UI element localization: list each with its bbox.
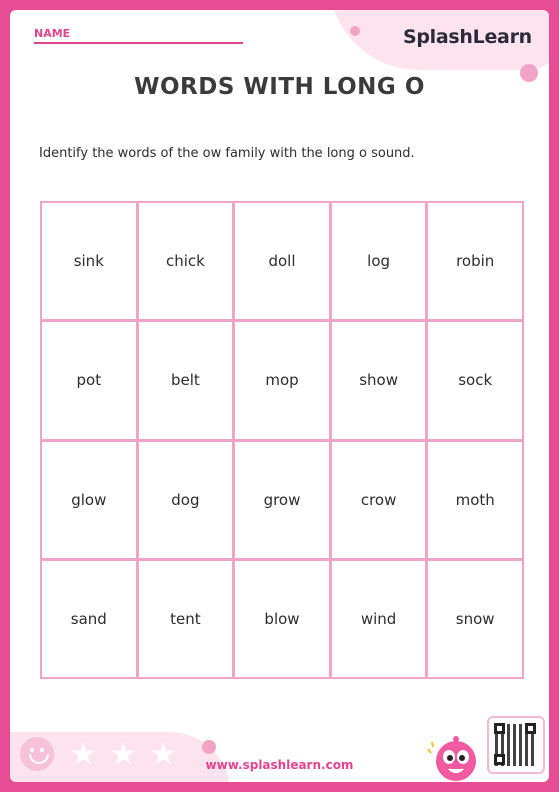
word-cell[interactable]: pot [42, 322, 136, 438]
word-cell[interactable]: grow [235, 442, 329, 558]
word-cell[interactable]: mop [235, 322, 329, 438]
word-cell[interactable]: belt [139, 322, 233, 438]
footer-url[interactable]: www.splashlearn.com [205, 758, 354, 772]
name-label: NAME [34, 27, 71, 40]
star-icon: ★ [70, 737, 97, 772]
word-cell[interactable]: sand [42, 561, 136, 677]
word-cell[interactable]: sink [42, 203, 136, 319]
word-grid [40, 201, 524, 679]
decor-dot [202, 740, 216, 754]
star-icon: ★ [110, 737, 137, 772]
word-cell[interactable]: show [332, 322, 426, 438]
mascot-icon [427, 727, 485, 782]
worksheet-page [10, 10, 549, 782]
word-cell[interactable]: blow [235, 561, 329, 677]
qr-code-icon [487, 716, 545, 774]
word-cell[interactable]: chick [139, 203, 233, 319]
brand-logo: SplashLearn [403, 26, 532, 48]
word-cell[interactable]: glow [42, 442, 136, 558]
word-cell[interactable]: snow [428, 561, 522, 677]
word-cell[interactable]: crow [332, 442, 426, 558]
word-cell[interactable]: wind [332, 561, 426, 677]
word-cell[interactable]: doll [235, 203, 329, 319]
instructions-text: Identify the words of the ow family with the long o sound. [39, 146, 415, 161]
star-icon: ★ [150, 737, 177, 772]
worksheet-title: WORDS WITH LONG O [134, 74, 425, 100]
decor-dot [350, 26, 360, 36]
word-cell[interactable]: robin [428, 203, 522, 319]
word-cell[interactable]: tent [139, 561, 233, 677]
word-cell[interactable]: moth [428, 442, 522, 558]
word-cell[interactable]: log [332, 203, 426, 319]
word-cell[interactable]: sock [428, 322, 522, 438]
name-field-line[interactable] [34, 42, 243, 44]
word-cell[interactable]: dog [139, 442, 233, 558]
